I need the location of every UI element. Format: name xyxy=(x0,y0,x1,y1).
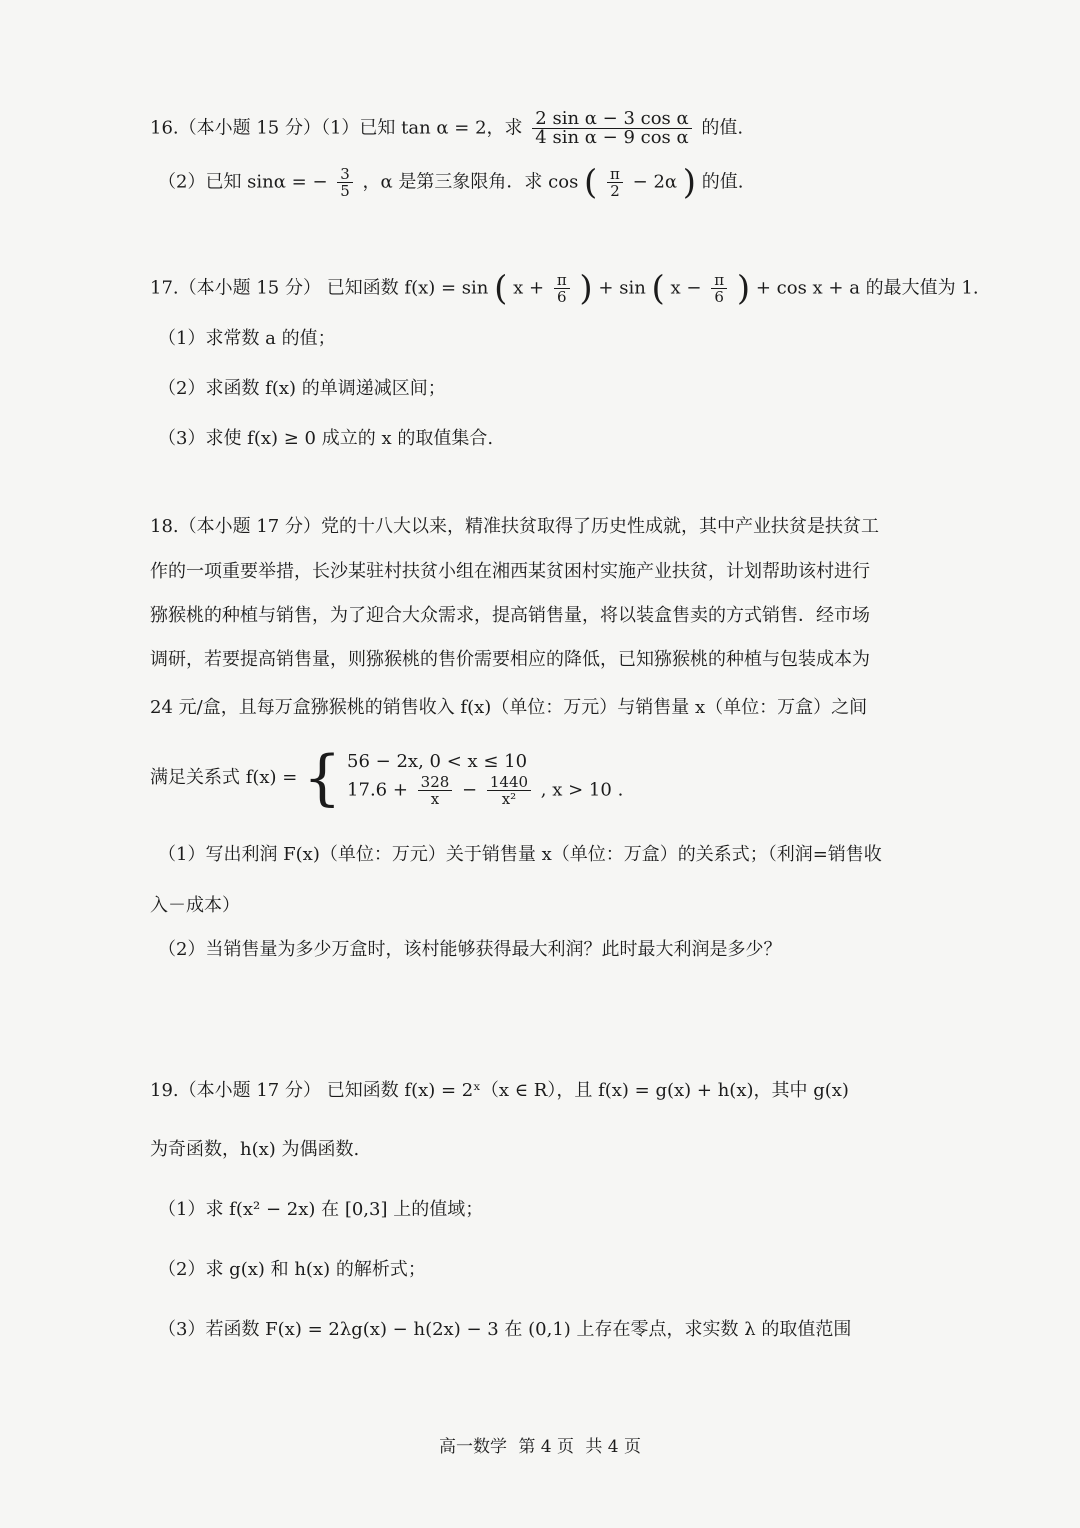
q17-frac2 xyxy=(711,272,727,305)
q17-six-2: 6 xyxy=(714,288,724,306)
q19-line2: 为奇函数，h(x) 为偶函数. xyxy=(150,1139,360,1160)
q18-line4: 调研，若要提高销售量，则猕猴桃的售价需要相应的降低，已知猕猴桃的种植与包装成本为 xyxy=(150,649,870,670)
q16-pi: π xyxy=(607,166,623,183)
q16-head: 16.（本小题 15 分）（1）已知 tan α = 2，求 xyxy=(150,117,523,139)
q18-case2-a: 17.6 + xyxy=(347,779,408,800)
q16-p2-inner: − 2α xyxy=(632,171,678,193)
q19-part2: （2）求 g(x) 和 h(x) 的解析式； xyxy=(158,1259,426,1280)
q18-case1: 56 − 2x, 0 < x ≤ 10 xyxy=(347,750,528,772)
q18-part2: （2）当销售量为多少万盒时，该村能够获得最大利润？此时最大利润是多少？ xyxy=(158,939,782,960)
q17-pi-2: π xyxy=(711,272,727,289)
q18-line5: 24 元/盒，且每万盒猕猴桃的销售收入 f(x)（单位：万元）与销售量 x（单位：万盒）之间 xyxy=(150,697,868,718)
q18-frac-b-num: 1440 xyxy=(487,774,531,791)
q17-inner2: x − xyxy=(670,277,702,299)
q16-line1 xyxy=(150,110,743,147)
q18-part1-line1: （1）写出利润 F(x)（单位：万元）关于销售量 x（单位：万盒）的关系式；（利润=销售收 xyxy=(158,844,882,865)
q17-part1: （1）求常数 a 的值； xyxy=(158,328,336,349)
q16-pi-frac xyxy=(607,166,623,199)
q18-frac-a-den: x xyxy=(430,789,440,808)
q18-part1-line2: 入－成本） xyxy=(150,895,240,916)
q17-frac1 xyxy=(554,272,570,305)
right-paren: ) xyxy=(736,268,751,309)
left-paren: ( xyxy=(584,162,598,203)
q17-inner1: x + xyxy=(513,277,545,299)
q19-part3: （3）若函数 F(x) = 2λg(x) − h(2x) − 3 在 (0,1) 上存在零点，求实数 λ 的取值范围 xyxy=(158,1319,852,1340)
q16-p2-c: 的值. xyxy=(701,171,744,193)
right-paren: ) xyxy=(579,268,593,309)
q17-head: 17.（本小题 15 分） 已知函数 f(x) = sin xyxy=(150,277,489,299)
q18-frac-b-den: x² xyxy=(501,789,517,808)
q18-line3: 猕猴桃的种植与销售，为了迎合大众需求，提高销售量，将以装盒售卖的方式销售．经市场 xyxy=(150,605,870,626)
left-paren: ( xyxy=(651,268,665,309)
q18-rel-label: 满足关系式 f(x) = xyxy=(150,767,298,788)
q18-period: . xyxy=(617,779,624,800)
q17-pi-1: π xyxy=(554,272,570,289)
q18-case2-b: , x > 10 xyxy=(540,779,612,800)
q18-line2: 作的一项重要举措，长沙某驻村扶贫小组在湘西某贫困村实施产业扶贫，计划帮助该村进行 xyxy=(150,561,870,582)
q16-p2-frac xyxy=(337,166,353,199)
q16-p2-a: （2）已知 sinα = − xyxy=(158,171,328,193)
q16-p2-frac-num: 3 xyxy=(337,166,353,183)
page-footer xyxy=(0,1432,1080,1457)
q18-frac-a xyxy=(418,774,453,807)
q17-part2: （2）求函数 f(x) 的单调递减区间； xyxy=(158,378,446,399)
left-paren: ( xyxy=(494,268,508,309)
q17-stem xyxy=(150,268,979,309)
q16-tail: 的值. xyxy=(701,117,744,139)
q19-part1: （1）求 f(x² − 2x) 在 [0,3] 上的值域； xyxy=(158,1199,484,1220)
q18-case2 xyxy=(347,774,623,807)
q18-minus: − xyxy=(462,779,478,800)
brace: { xyxy=(303,743,342,813)
q16-fraction xyxy=(532,110,691,147)
q16-frac-num: 2 sin α − 3 cos α xyxy=(532,110,691,129)
q16-two: 2 xyxy=(610,182,620,200)
footer-total: 共 4 页 xyxy=(585,1437,642,1457)
q18-frac-b xyxy=(487,774,531,807)
q16-part2 xyxy=(158,162,744,203)
q19-line1: 19.（本小题 17 分） 已知函数 f(x) = 2ˣ（x ∈ R），且 f(x) = g(x) + h(x)，其中 g(x) xyxy=(150,1080,849,1101)
q17-tail: + cos x + a 的最大值为 1. xyxy=(755,277,979,299)
q18-frac-a-num: 328 xyxy=(418,774,453,791)
right-paren: ) xyxy=(682,162,697,203)
q17-part3: （3）求使 f(x) ≥ 0 成立的 x 的取值集合. xyxy=(158,428,494,449)
q18-relation xyxy=(150,738,623,822)
q18-line1: 18.（本小题 17 分）党的十八大以来，精准扶贫取得了历史性成就，其中产业扶贫是扶贫工 xyxy=(150,516,879,537)
q17-mid: + sin xyxy=(598,277,646,299)
q16-frac-den: 4 sin α − 9 cos α xyxy=(535,127,689,148)
footer-page: 第 4 页 xyxy=(518,1437,574,1457)
q17-six-1: 6 xyxy=(556,288,567,306)
q18-piecewise xyxy=(347,750,623,807)
q16-p2-frac-den: 5 xyxy=(340,182,350,200)
footer-course: 高一数学 xyxy=(438,1437,507,1457)
q16-p2-b: ，α 是第三象限角．求 cos xyxy=(362,171,579,193)
